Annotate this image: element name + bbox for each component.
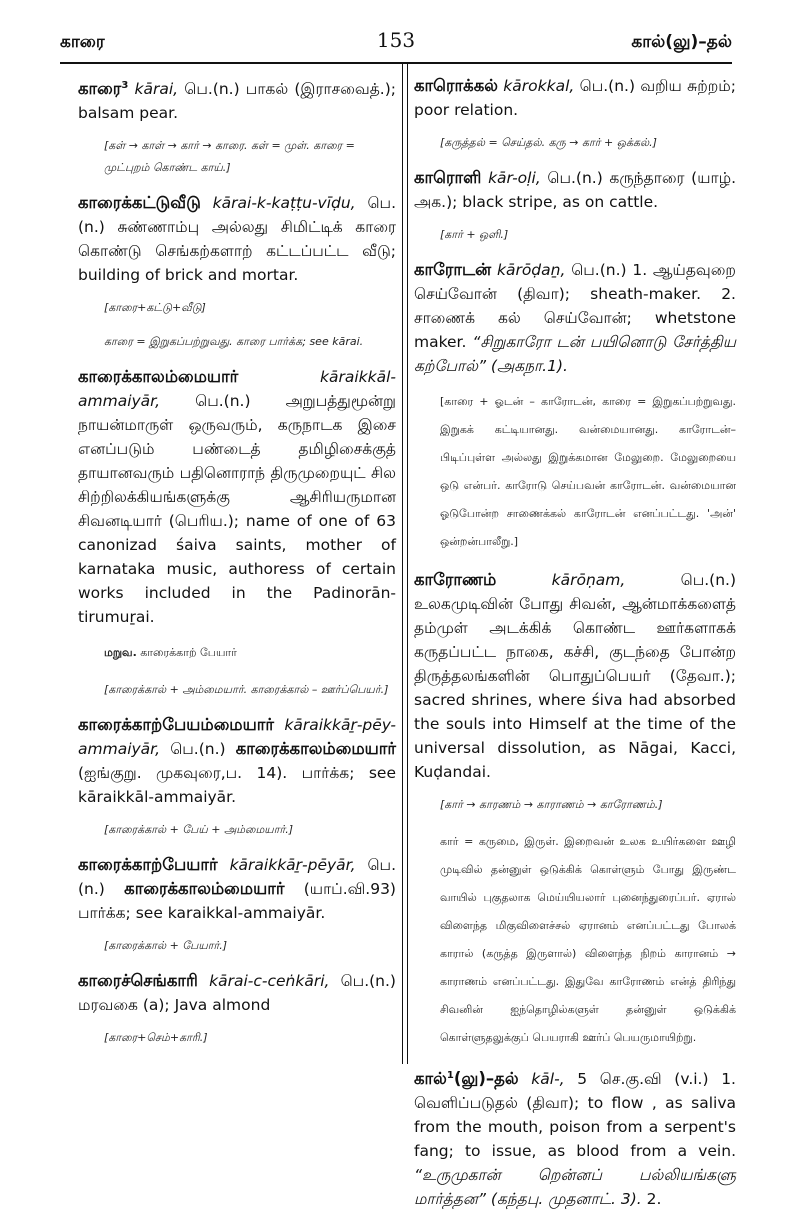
headword: காரைக்காலம்மையார் <box>78 367 239 387</box>
definition: பெ.(n.) கருந்தாரை (யாழ். அக.); black stripe, as on cattle. <box>414 169 736 211</box>
etymology: [காரைக்கால் + அம்மையார். காரைக்கால் – ஊர்ப்பெயர்.] <box>104 683 389 697</box>
etymology: [கள் → காள் → கார் → காரை. கள் = முள். காரை = முட்புறம் கொண்ட காய்.] <box>104 139 355 175</box>
headword: காரைச்செங்காரி <box>78 971 198 991</box>
definition-part: பெ.(n.) <box>170 740 226 759</box>
entry-karaikkattuvidu <box>78 191 396 287</box>
transliteration: kāraikkāṟ-pēyār, <box>229 856 356 875</box>
homonym-number: 1 <box>446 1070 454 1081</box>
headword: காரைக்காற்பேயார் <box>78 855 218 875</box>
transliteration: kārōḍaṉ, <box>496 261 566 279</box>
headword: கால் <box>414 1069 447 1089</box>
entry-karaikkalammaiyar <box>78 365 396 629</box>
left-column <box>78 74 396 1061</box>
cross-reference: காரைக்காலம்மையார் <box>124 879 285 899</box>
transliteration: kārai-c-ceṅkāri, <box>209 972 330 991</box>
etymology: [கார் + ஒளி.] <box>440 228 509 241</box>
transliteration: kāl-, <box>531 1070 565 1089</box>
entry-karodan <box>414 258 736 378</box>
quotation: “சிறுகாரோ டன் பயினொடு சேர்த்திய கற்போல்” (அகநா.1). <box>414 333 737 375</box>
quotation: “உருமுகான் றென்னப் பல்லியங்களு மார்த்தன” (கந்தபு. முதனாட். 3). <box>414 1166 736 1209</box>
transliteration: kāraikkāl-ammaiyār, <box>78 368 396 411</box>
header-rule <box>60 62 732 64</box>
headword: காரைக்கட்டுவீடு <box>78 193 201 213</box>
etymology: [காரைக்கால் + பேயார்.] <box>104 939 228 953</box>
definition: பெ.(n.) சுண்ணாம்பு அல்லது சிமிட்டிக் காரை கொண்டு செங்கற்களாற் கட்டப்பட்ட வீடு; building of brick and mortar. <box>78 194 396 285</box>
right-column <box>414 74 736 1221</box>
entry-karaikkarpeyar <box>78 853 396 925</box>
entry-karokkal <box>414 74 736 122</box>
headword-suffix: (லு)–தல் <box>453 1069 519 1089</box>
definition: பெ.(n.) வறிய சுற்றம்; poor relation. <box>414 77 737 119</box>
entry-karaicenkari <box>78 969 396 1017</box>
definition-part: (ஐங்குறு. முகவுரை,ப. 14). பார்க்க; see kāraikkāl-ammaiyār. <box>78 764 396 807</box>
etymology: [காரை+செம்+காரி.] <box>104 1031 208 1045</box>
transliteration: kāraikkāṟ-pēy-ammaiyār, <box>78 716 396 759</box>
etymology: [காரைக்கால் + பேய் + அம்மையார்.] <box>104 823 294 837</box>
running-head-left: காரை <box>60 32 105 52</box>
transliteration: kārōṇam, <box>551 571 626 589</box>
headword: காரோணம் <box>414 570 497 589</box>
page-number: 153 <box>376 28 416 52</box>
cross-reference: காரைக்காலம்மையார் <box>235 739 396 759</box>
entry-kal-lu-tal <box>414 1064 736 1211</box>
entry-karoli <box>414 166 736 214</box>
etymology: [கருத்தல் = செய்தல். கரு → கார் + ஒக்கல்.] <box>440 136 657 149</box>
definition: பெ.(n.) உலகமுடிவின் போது சிவன், ஆன்மாக்களைத் தம்முள் அடக்கிக் கொண்ட ஊர்களாகக் கருதப்பட்ட நாகை, கச்சி, குடந்தை போன்ற திருத்தலங்களின் பொதுப்பெயர் (தேவா.); sacred shrines, where śiva had absorbed the souls into Himself at the time of the universal dissolution, as Nāgai, Kacci, Kuḍandai. <box>414 571 736 781</box>
definition-part: பெ.(n.) <box>78 856 396 899</box>
etymology: [கார் → காரணம் → காராணம் → காரோணம்.] <box>440 798 663 811</box>
page-header <box>60 28 732 58</box>
headword: காரொக்கல் <box>414 76 498 95</box>
column-divider <box>402 64 408 1064</box>
headword: காரோடன் <box>414 260 492 279</box>
running-head-right: கால்(லு)–தல் <box>631 32 732 52</box>
definition-part: 2. <box>646 1190 662 1209</box>
etymology: [காரை+கட்டு+வீடு] <box>104 301 206 315</box>
transliteration: kārai, <box>134 80 179 99</box>
etymology-note: காரை = இறுகப்பற்றுவது. காரை பார்க்க; see kārai. <box>104 335 364 349</box>
definition-part: 5 செ.கு.வி (v.i.) 1. வெளிப்படுதல் (திவா); to flow , as saliva from the mouth, poison from a serpent's fang; to issue, as blood from a vein. <box>414 1070 736 1161</box>
headword: காரை <box>78 79 122 99</box>
homonym-number: 3 <box>121 80 129 91</box>
definition-part: (யாப்.வி.93) பார்க்க; see karaikkal-ammaiyār. <box>78 880 396 923</box>
transliteration: kārokkal, <box>503 77 575 95</box>
definition: பெ.(n.) 1. ஆய்தவுறை செய்வோன் (திவா); sheath-maker. 2. சாணைக் கல் செய்வோன்; whetstone maker. <box>414 261 736 351</box>
entry-karai <box>78 74 396 125</box>
definition: பெ.(n.) மரவகை (a); Java almond <box>78 972 396 1015</box>
variant-note <box>104 639 396 667</box>
etymology-note: [காரை + ஓடன் – காரோடன், காரை = இறுகப்பற்றுவது. இறுகக் கட்டியானது. வன்மையானது. காரோடன்–பிடிப்புள்ள அல்லது இறுக்கமான மேலுறை. மேலுறையை ஒடு என்பர். காரோடு செய்பவன் காரோடன். வன்மையான ஓடுபோன்ற சாணைக்கல் காரோடன் எனப்பட்டது. 'அன்' ஒன்றன்பாலீறு.] <box>440 395 736 548</box>
definition: பெ.(n.) அறுபத்துமூன்று நாயன்மாருள் ஒருவரும், கருநாடக இசை எனப்படும் பண்டைத் தமிழிசைக்குத் தாயானவரும் பதினொராந் திருமுறையுட் சில சிற்றிலக்கியங்களுக்கு ஆசிரியருமான சிவனடியார் (பெரிய.); name of one of 63 canonizad śaiva saints, mother of karnataka music, authoress of certain works included in the Padinorān-tirumuṟai. <box>78 392 396 627</box>
entry-karaikkarpeyammaiyar <box>78 713 396 809</box>
transliteration: kār-oḷi, <box>488 169 541 187</box>
etymology-note: கார் = கருமை, இருள். இறைவன் உலக உயிர்களை ஊழி முடிவில் தன்னுள் ஒடுக்கிக் கொள்ளும் போது இருண்ட வாயில் புகுதலாக மெய்யியலார் புனைந்துரைப்பர். ஏரால் விளைந்த மிகுவிளைச்சல் ஏரானம் எனப்பட்டது போலக் காரால் (கருத்த இருளால்) விளைந்த நிறம் காரானம் → காராணம் எனப்பட்டது. இதுவே காரோணம் என்த் திரிந்து சிவனின் ஐந்தொழில்களுள் தன்னுள் ஒடுக்கிக் கொள்ளுதலுக்குப் பெயராகி ஊர்ப் பெயருமாயிற்று. <box>440 835 736 1044</box>
variant-text: காரைக்காற் பேயார் <box>140 646 237 660</box>
entry-karonam <box>414 568 736 784</box>
definition: பெ.(n.) பாகல் (இராசவைத்.); balsam pear. <box>78 80 396 123</box>
transliteration: kārai-k-kaṭṭu-vīḍu, <box>212 194 356 213</box>
headword: காரைக்காற்பேயம்மையார் <box>78 715 274 735</box>
variant-label: மறுவ. <box>104 646 137 660</box>
headword: காரொளி <box>414 168 482 187</box>
